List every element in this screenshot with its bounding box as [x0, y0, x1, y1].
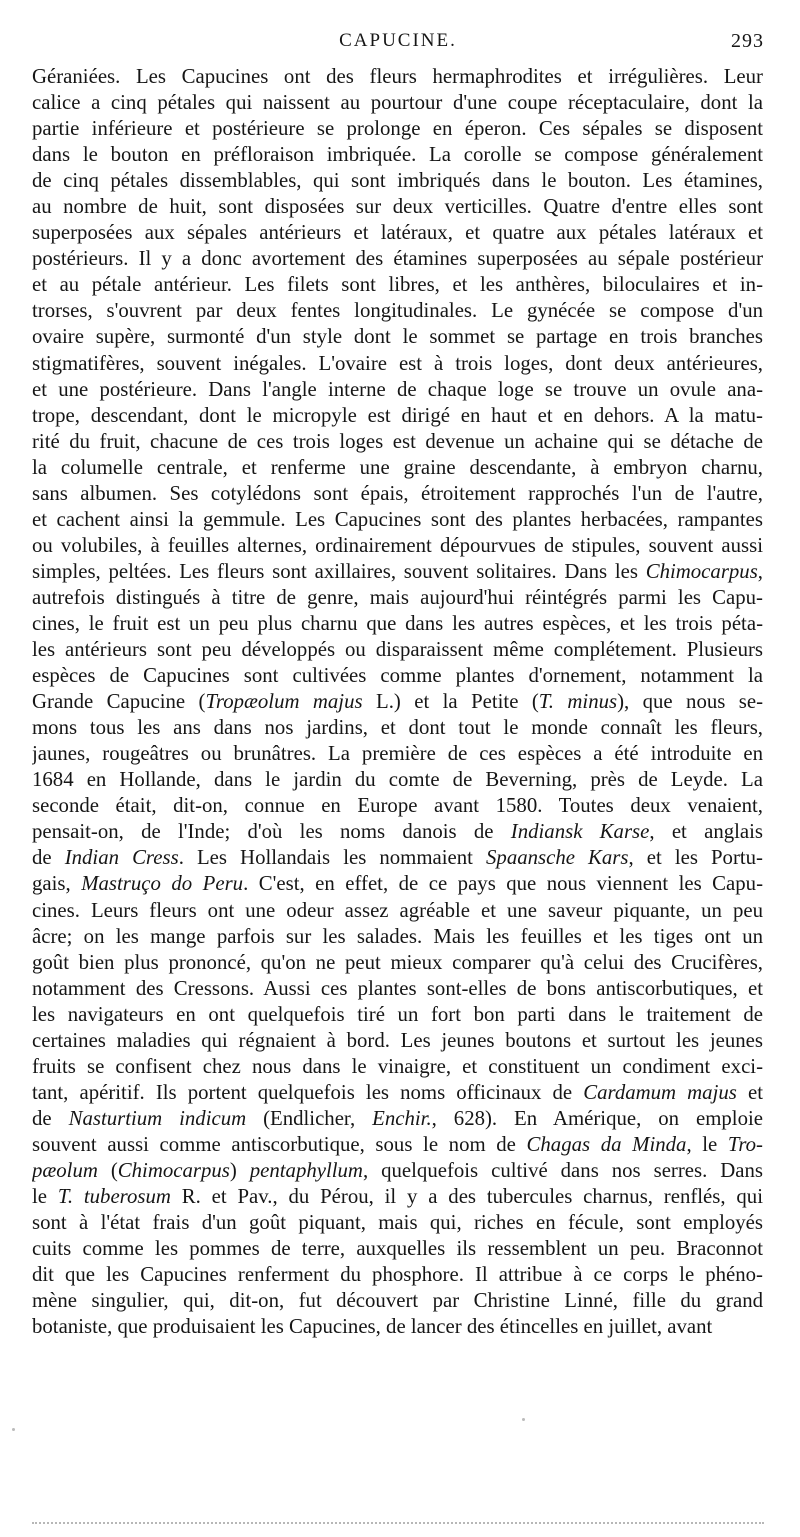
text-line: notamment des Cressons. Aussi ces plantes sont-elles de bons antiscorbutiques, et: [32, 976, 763, 1000]
text-line: sans albumen. Ses cotylédons sont épais, étroitement rapprochés l'un de l'autre,: [32, 481, 763, 505]
text-line: jaunes, rougeâtres ou brunâtres. La première de ces espèces a été introduite en: [32, 742, 763, 766]
italic-term: Mastruço do Peru: [81, 872, 244, 896]
text-line: 1684 en Hollande, dans le jardin du comte de Beverning, près de Leyde. La: [32, 768, 763, 792]
italic-term: Indiansk Karse: [510, 820, 650, 844]
italic-term: Enchir.: [372, 1106, 432, 1130]
text-line: ou volubiles, à feuilles alternes, ordinairement dépourvues de stipules, souvent aussi: [32, 533, 763, 557]
text-line: au nombre de huit, sont disposées sur deux verticilles. Quatre d'entre elles sont: [32, 195, 763, 219]
text-line: Grande Capucine (Tropæolum majus L.) et la Petite (T. minus), que nous se-: [32, 690, 763, 714]
text-line: certaines maladies qui régnaient à bord. Les jeunes boutons et surtout les jeunes: [32, 1028, 763, 1052]
italic-term: Tro-: [727, 1132, 763, 1156]
italic-term: T. minus: [538, 690, 618, 714]
body-text: [32, 64, 763, 1340]
text-line: souvent aussi comme antiscorbutique, sous le nom de Chagas da Minda, le Tro-: [32, 1132, 763, 1156]
italic-term: Cardamum majus: [583, 1080, 737, 1104]
italic-term: Chimocarpus: [117, 1158, 230, 1182]
text-line: trope, descendant, dont le micropyle est dirigé en haut et en dehors. A la matu-: [32, 403, 763, 427]
italic-term: Chimocarpus: [645, 559, 758, 583]
text-line: mons tous les ans dans nos jardins, et dont tout le monde connaît les fleurs,: [32, 716, 763, 740]
text-line: Géraniées. Les Capucines ont des fleurs hermaphrodites et irrégulières. Leur: [32, 65, 763, 88]
text-line: les antérieurs sont peu développés ou disparaissent même complétement. Plusieurs: [32, 638, 763, 662]
text-line: cines, le fruit est un peu plus charnu que dans les autres espèces, et les trois péta-: [32, 611, 763, 635]
text-line: partie inférieure et postérieure se prolonge en éperon. Ces sépales se disposent: [32, 117, 763, 141]
text-line: la columelle centrale, et renferme une graine descendante, à embryon charnu,: [32, 455, 763, 479]
text-line: espèces de Capucines sont cultivées comme plantes d'ornement, notamment la: [32, 664, 763, 688]
text-line: dit que les Capucines renferment du phosphore. Il attribue à ce corps le phéno-: [32, 1263, 763, 1287]
italic-term: Tropæolum majus: [205, 690, 363, 714]
text-line: de cinq pétales dissemblables, qui sont imbriqués dans le bouton. Les étamines,: [32, 169, 763, 193]
text-line: les navigateurs en ont quelquefois tiré un fort bon parti dans le traitement de: [32, 1002, 763, 1026]
italic-term: pentaphyllum: [249, 1158, 363, 1182]
italic-term: pæolum: [32, 1158, 98, 1182]
text-line: le T. tuberosum R. et Pav., du Pérou, il y a des tubercules charnus, renflés, qui: [32, 1185, 763, 1209]
text-line: gais, Mastruço do Peru. C'est, en effet, de ce pays que nous viennent les Capu-: [32, 872, 763, 896]
text-line: ovaire supère, surmonté d'un style dont le sommet se partage en trois branches: [32, 325, 763, 349]
text-line: mène singulier, qui, dit-on, fut découvert par Christine Linné, fille du grand: [32, 1289, 763, 1313]
italic-term: Indian Cress: [64, 846, 179, 870]
text-line: superposées aux sépales antérieurs et latéraux, et quatre aux pétales latéraux et: [32, 221, 763, 245]
text-line: pæolum (Chimocarpus) pentaphyllum, quelquefois cultivé dans nos serres. Dans: [32, 1158, 763, 1182]
running-title: CAPUCINE.: [339, 30, 457, 51]
italic-term: T. tuberosum: [57, 1185, 171, 1209]
scan-speck: [12, 1428, 15, 1431]
text-line: cuits comme les pommes de terre, auxquelles ils ressemblent un peu. Braconnot: [32, 1237, 763, 1261]
text-line: de Nasturtium indicum (Endlicher, Enchir., 628). En Amérique, on emploie: [32, 1106, 763, 1130]
page-number: 293: [731, 30, 764, 52]
text-line: autrefois distingués à titre de genre, mais aujourd'hui réintégrés parmi les Capu-: [32, 585, 763, 609]
text-line: postérieurs. Il y a donc avortement des étamines superposées au sépale postérieur: [32, 247, 763, 271]
text-line: et une postérieure. Dans l'angle interne de chaque loge se trouve un ovule ana-: [32, 377, 763, 401]
italic-term: Chagas da Minda: [526, 1132, 687, 1156]
text-line: de Indian Cress. Les Hollandais les nommaient Spaansche Kars, et les Portu-: [32, 846, 763, 870]
italic-term: Spaansche Kars: [486, 846, 629, 870]
text-line: calice a cinq pétales qui naissent au pourtour d'une coupe réceptaculaire, dont la: [32, 91, 763, 115]
scan-edge-noise: [32, 1522, 764, 1524]
scan-speck: [522, 1418, 525, 1421]
running-head: [32, 30, 764, 60]
text-line: sont à l'état frais d'un goût piquant, mais qui, riches en fécule, sont employés: [32, 1211, 763, 1235]
text-line: rité du fruit, chacune de ces trois loges est devenue un achaine qui se détache de: [32, 429, 763, 453]
text-line: et cachent ainsi la gemmule. Les Capucines sont des plantes herbacées, rampantes: [32, 507, 763, 531]
text-line: simples, peltées. Les fleurs sont axillaires, souvent solitaires. Dans les Chimocarpus,: [32, 559, 763, 583]
text-line: âcre; on les mange parfois sur les salades. Mais les feuilles et les tiges ont un: [32, 924, 763, 948]
text-line: cines. Leurs fleurs ont une odeur assez agréable et une saveur piquante, un peu: [32, 898, 763, 922]
text-line: tant, apéritif. Ils portent quelquefois les noms officinaux de Cardamum majus et: [32, 1080, 763, 1104]
text-line: dans le bouton en préfloraison imbriquée. La corolle se compose généralement: [32, 143, 763, 167]
text-line: et au pétale antérieur. Les filets sont libres, et les anthères, biloculaires et in-: [32, 273, 763, 297]
text-line: fruits se confisent chez nous dans le vinaigre, et constituent un condiment exci-: [32, 1054, 763, 1078]
text-line: botaniste, que produisaient les Capucines, de lancer des étincelles en juillet, avant: [32, 1315, 713, 1339]
text-line: trorses, s'ouvrent par deux fentes longitudinales. Le gynécée se compose d'un: [32, 299, 763, 323]
italic-term: Nasturtium indicum: [68, 1106, 247, 1130]
text-line: seconde était, dit-on, connue en Europe avant 1580. Toutes deux venaient,: [32, 794, 763, 818]
text-line: stigmatifères, souvent inégales. L'ovaire est à trois loges, dont deux antérieures,: [32, 351, 763, 375]
text-line: pensait-on, de l'Inde; d'où les noms danois de Indiansk Karse, et anglais: [32, 820, 763, 844]
text-line: goût bien plus prononcé, qu'on ne peut mieux comparer qu'à celui des Crucifères,: [32, 950, 763, 974]
